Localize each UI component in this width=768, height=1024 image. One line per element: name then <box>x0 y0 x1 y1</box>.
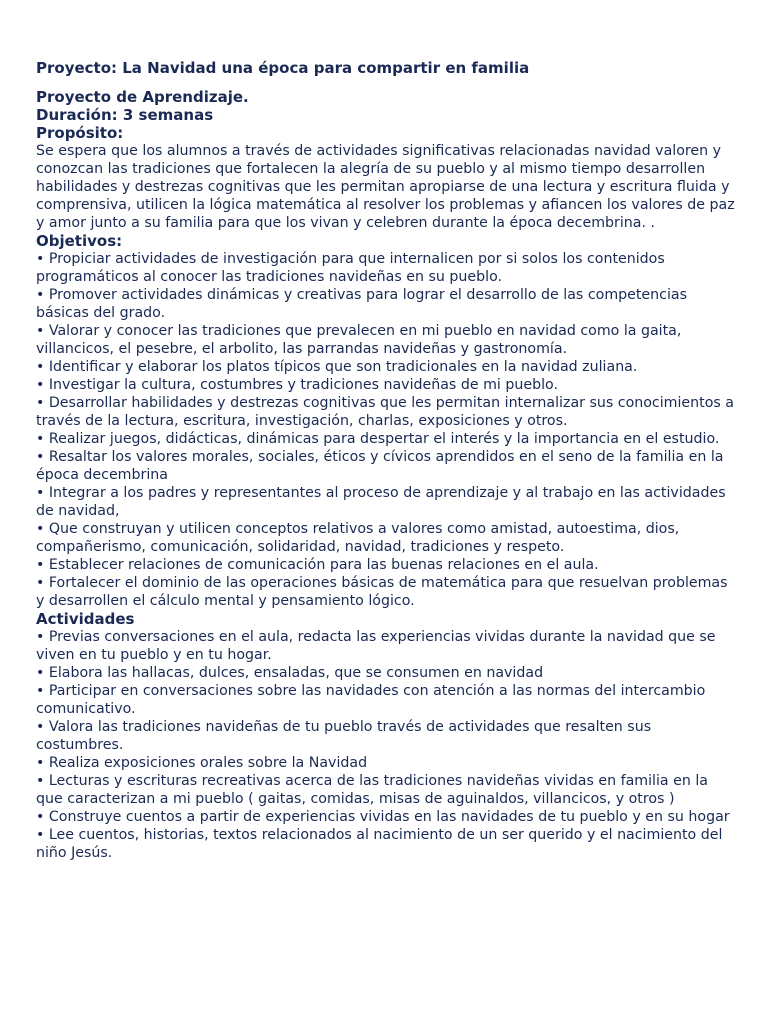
purpose-text: Se espera que los alumnos a través de actividades significativas relacionadas navidad valoren y conozcan las tradiciones que fortalecen la alegría de su pueblo y al mismo tiempo desarrollen habilidades y destrezas cognitivas que les permitan apropiarse de una lectura y escritura fluida y comprensiva, utilicen la lógica matemática al resolver los problemas y afiancen los valores de paz y amor junto a su familia para que los vivan y celebren durante la época decembrina. . <box>36 143 735 231</box>
activity-item: • Lecturas y escrituras recreativas acerca de las tradiciones navideñas vividas en familia en la que caracterizan a mi pueblo ( gaitas, comidas, misas de aguinaldos, villancicos, y otros ) <box>36 773 708 807</box>
activity-item: • Valora las tradiciones navideñas de tu pueblo través de actividades que resalten sus costumbres. <box>36 719 652 753</box>
objective-item: • Establecer relaciones de comunicación para las buenas relaciones en el aula. <box>36 557 599 573</box>
objectives-list <box>36 250 736 610</box>
activity-item: • Elabora las hallacas, dulces, ensaladas, que se consumen en navidad <box>36 665 544 681</box>
purpose-heading: Propósito: <box>36 124 124 142</box>
document-page <box>36 58 736 862</box>
objective-item: • Fortalecer el dominio de las operaciones básicas de matemática para que resuelvan problemas y desarrollen el cálculo mental y pensamiento lógico. <box>36 575 728 609</box>
objective-item: • Realizar juegos, didácticas, dinámicas para despertar el interés y la importancia en el estudio. <box>36 431 720 447</box>
project-duration: Duración: 3 semanas <box>36 106 214 124</box>
activity-item: • Participar en conversaciones sobre las navidades con atención a las normas del intercambio comunicativo. <box>36 683 706 717</box>
project-type: Proyecto de Aprendizaje. <box>36 88 249 106</box>
activity-item: • Lee cuentos, historias, textos relacionados al nacimiento de un ser querido y el nacimiento del niño Jesús. <box>36 827 723 861</box>
objectives-heading: Objetivos: <box>36 232 123 250</box>
objective-item: • Propiciar actividades de investigación para que internalicen por si solos los contenidos programáticos al conocer las tradiciones navideñas en su pueblo. <box>36 251 665 285</box>
document-title: Proyecto: La Navidad una época para compartir en familia <box>36 59 530 77</box>
objective-item: • Desarrollar habilidades y destrezas cognitivas que les permitan internalizar sus conocimientos a través de la lectura, escritura, investigación, charlas, exposiciones y otros. <box>36 395 734 429</box>
objective-item: • Integrar a los padres y representantes al proceso de aprendizaje y al trabajo en las actividades de navidad, <box>36 485 726 519</box>
objective-item: • Valorar y conocer las tradiciones que prevalecen en mi pueblo en navidad como la gaita, villancicos, el pesebre, el arbolito, las parrandas navideñas y gastronomía. <box>36 323 682 357</box>
objective-item: • Investigar la cultura, costumbres y tradiciones navideñas de mi pueblo. <box>36 377 558 393</box>
activity-item: • Construye cuentos a partir de experiencias vividas en las navidades de tu pueblo y en su hogar <box>36 809 730 825</box>
activity-item: • Realiza exposiciones orales sobre la Navidad <box>36 755 368 771</box>
activities-list <box>36 628 736 862</box>
objective-item: • Promover actividades dinámicas y creativas para lograr el desarrollo de las competencias básicas del grado. <box>36 287 687 321</box>
objective-item: • Que construyan y utilicen conceptos relativos a valores como amistad, autoestima, dios, compañerismo, comunicación, solidaridad, navidad, tradiciones y respeto. <box>36 521 680 555</box>
objective-item: • Resaltar los valores morales, sociales, éticos y cívicos aprendidos en el seno de la familia en la época decembrina <box>36 449 724 483</box>
activity-item: • Previas conversaciones en el aula, redacta las experiencias vividas durante la navidad que se viven en tu pueblo y en tu hogar. <box>36 629 716 663</box>
activities-heading: Actividades <box>36 610 135 628</box>
objective-item: • Identificar y elaborar los platos típicos que son tradicionales en la navidad zuliana. <box>36 359 638 375</box>
